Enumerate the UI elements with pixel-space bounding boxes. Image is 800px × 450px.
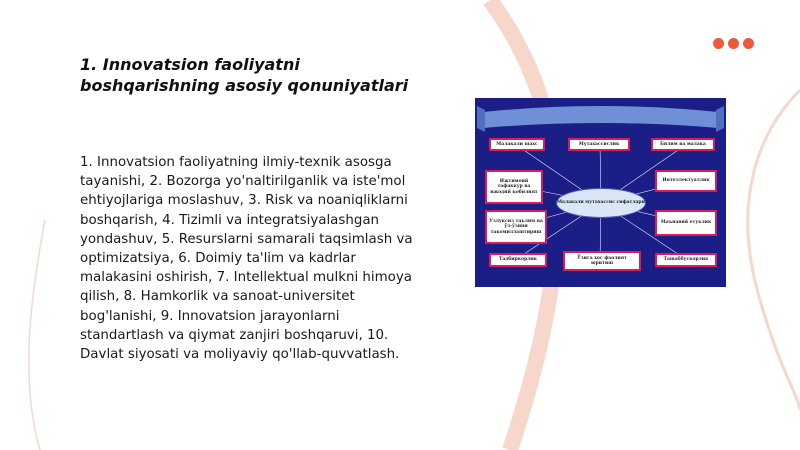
- diagram-box: Мутахассислик: [568, 138, 630, 151]
- qualities-diagram-image: [475, 98, 726, 287]
- diagram-box: Ўзига хос фаолият юритиш: [563, 251, 641, 271]
- diagram-box: Интеллектуаллик: [655, 170, 717, 192]
- diagram-center-ellipse: Малакали мутахассис сифатлари: [556, 188, 646, 218]
- dot: [728, 38, 739, 49]
- dot: [743, 38, 754, 49]
- dot: [713, 38, 724, 49]
- diagram-box: Малакали шахс: [489, 138, 545, 151]
- diagram-box: Ижтимоий тафаккур ва ижодий қобилият: [485, 170, 543, 204]
- slide-title: 1. Innovatsion faoliyatni boshqarishning asosiy qonuniyatlari: [80, 55, 409, 95]
- diagram-box: Билим ва малака: [651, 138, 715, 151]
- diagram-box: Маънавий етуклик: [655, 210, 717, 236]
- diagram-box: Ташаббускорлик: [655, 253, 717, 267]
- diagram-box: Тадбиркорлик: [489, 253, 547, 267]
- three-dots-icon: [713, 38, 754, 49]
- slide-body-text: 1. Innovatsion faoliyatning ilmiy-texnik asosga tayanishi, 2. Bozorga yo'naltirilganlik va iste'mol ehtiyojlariga moslashuv, 3. Risk va noaniqliklarni boshqarish, 4. Tizimli va integratsiyalashgan yondashuv, 5. Resurslarni samarali taqsimlash va optimizatsiya, 6. Doimiy ta'lim va kadrlar malakasini oshirish, 7. Intellektual mulkni himoya qilish, 8. Hamkorlik va sanoat-universitet bog'lanishi, 9. Innovatsion jarayonlarni standartlash va qiymat zanjiri boshqaruvi, 10. Davlat siyosati va moliyaviy qo'llab-quvvatlash.: [80, 155, 413, 363]
- diagram-box: Узлуксиз таълим ва ўз-ўзини такомиллаштириш: [485, 210, 547, 244]
